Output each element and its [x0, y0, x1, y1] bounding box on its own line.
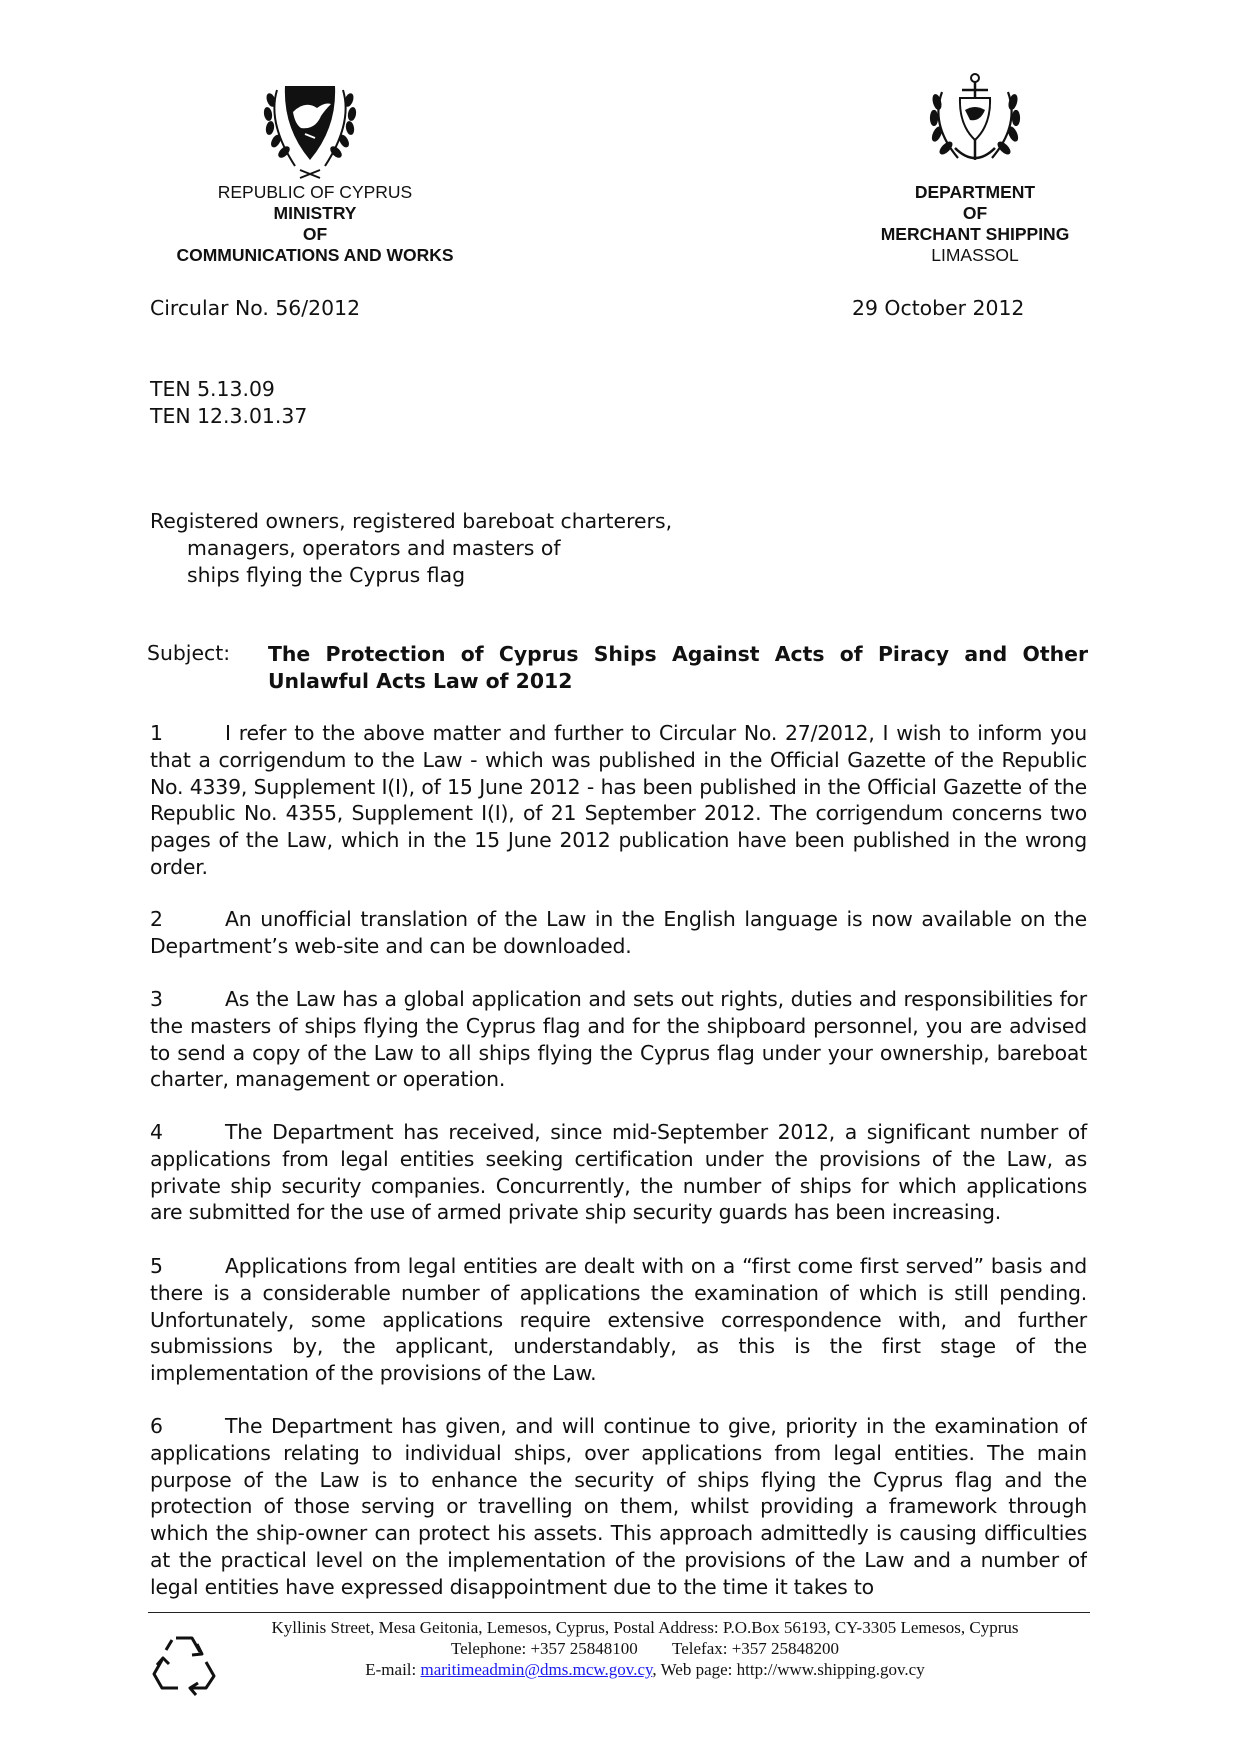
paragraph-number: 1 — [150, 721, 163, 745]
footer-telefax: Telefax: +357 25848200 — [672, 1639, 840, 1658]
paragraph-5 — [150, 1253, 1087, 1387]
department-city: LIMASSOL — [931, 245, 1019, 265]
footer-web: , Web page: http://www.shipping.gov.cy — [652, 1660, 925, 1679]
paragraph-1 — [150, 720, 1087, 881]
circular-number: Circular No. 56/2012 — [150, 296, 361, 320]
paragraph-2 — [150, 906, 1087, 960]
circular-date: 29 October 2012 — [852, 296, 1025, 320]
ministry-name: COMMUNICATIONS AND WORKS — [176, 245, 454, 265]
addressee-line-3: ships flying the Cyprus flag — [187, 563, 466, 587]
paragraph-6 — [150, 1413, 1087, 1603]
cyprus-coat-of-arms-logo — [255, 78, 365, 183]
footer-telephone: Telephone: +357 25848100 — [450, 1639, 638, 1658]
paragraph-text: As the Law has a global application and sets out rights, duties and responsibilities for the masters of ships flying the Cyprus flag and for the shipboard personnel, you are advised to send a copy of the Law to all ships flying the Cyprus flag under your ownership, bareboat charter, management or operation. — [150, 987, 1087, 1092]
footer-email-label: E-mail: — [365, 1660, 421, 1679]
subject-label: Subject: — [147, 641, 231, 665]
subject-title: The Protection of Cyprus Ships Against Acts of Piracy and Other Unlawful Acts Law of 2012 — [268, 642, 1088, 693]
paragraph-text: I refer to the above matter and further to Circular No. 27/2012, I wish to inform you that a corrigendum to the Law - which was published in the Official Gazette of the Republic No. 4339, Supplement I(I), of 15 June 2012 - has been published in the Official Gazette of the Republic No. 4355, Supplement I(I), of 21 September 2012. The corrigendum concerns two pages of the Law, which in the 15 June 2012 publication have been published in the wrong order. — [150, 721, 1087, 879]
republic-name: REPUBLIC OF CYPRUS — [217, 182, 413, 202]
paragraph-text: Applications from legal entities are dealt with on a “first come first served” basis and there is a considerable number of applications the examination of which is still pending. Unfortunately, some applications require extensive correspondence with, and further submissions by, the applicant, understandably, as this is the first stage of the implementation of the provisions of the Law. — [150, 1254, 1087, 1386]
paragraph-number: 5 — [150, 1254, 163, 1278]
addressee-line-1: Registered owners, registered bareboat charterers, — [150, 509, 673, 533]
footer-email-link[interactable]: maritimeadmin@dms.mcw.gov.cy — [420, 1660, 653, 1679]
ministry-header — [145, 182, 485, 266]
paragraph-text: An unofficial translation of the Law in the English language is now available on the Department’s web-site and can be downloaded. — [150, 907, 1087, 958]
footer-contact — [200, 1617, 1090, 1680]
footer-email-web — [200, 1659, 1090, 1680]
paragraph-number: 3 — [150, 987, 163, 1011]
footer-divider — [148, 1612, 1090, 1613]
department-label: DEPARTMENT — [914, 182, 1036, 202]
paragraph-number: 6 — [150, 1414, 163, 1438]
department-header — [855, 182, 1095, 266]
addressee-line-2: managers, operators and masters of — [187, 536, 561, 560]
file-references — [150, 376, 307, 430]
merchant-shipping-emblem-logo — [920, 70, 1030, 170]
addressees — [150, 508, 672, 589]
footer-address: Kyllinis Street, Mesa Geitonia, Lemesos, Cyprus, Postal Address: P.O.Box 56193, CY-3305 Lemesos, Cyprus — [271, 1618, 1019, 1637]
department-name: MERCHANT SHIPPING — [880, 224, 1070, 244]
paragraph-3 — [150, 986, 1087, 1093]
footer-phone-fax — [200, 1638, 1090, 1659]
ministry-label: MINISTRY — [273, 203, 357, 223]
department-of: OF — [962, 203, 988, 223]
reference-2: TEN 12.3.01.37 — [150, 404, 308, 428]
paragraph-4 — [150, 1119, 1087, 1226]
paragraph-number: 4 — [150, 1120, 163, 1144]
paragraph-number: 2 — [150, 907, 163, 931]
ministry-of: OF — [302, 224, 328, 244]
reference-1: TEN 5.13.09 — [150, 377, 275, 401]
paragraph-text: The Department has received, since mid-September 2012, a significant number of applications from legal entities seeking certification under the provisions of the Law, as private ship security companies. Concurrently, the number of ships for which applications are submitted for the use of armed private ship security guards has been increasing. — [150, 1120, 1087, 1225]
paragraph-text: The Department has given, and will continue to give, priority in the examination of applications relating to individual ships, over applications from legal entities. The main purpose of the Law is to enhance the security of ships flying the Cyprus flag and the protection of those serving or travelling on them, whilst providing a framework through which the ship-owner can protect his assets. This approach admittedly is causing difficulties at the practical level on the implementation of the provisions of the Law and a number of legal entities have expressed disappointment due to the time it takes to — [150, 1414, 1087, 1599]
